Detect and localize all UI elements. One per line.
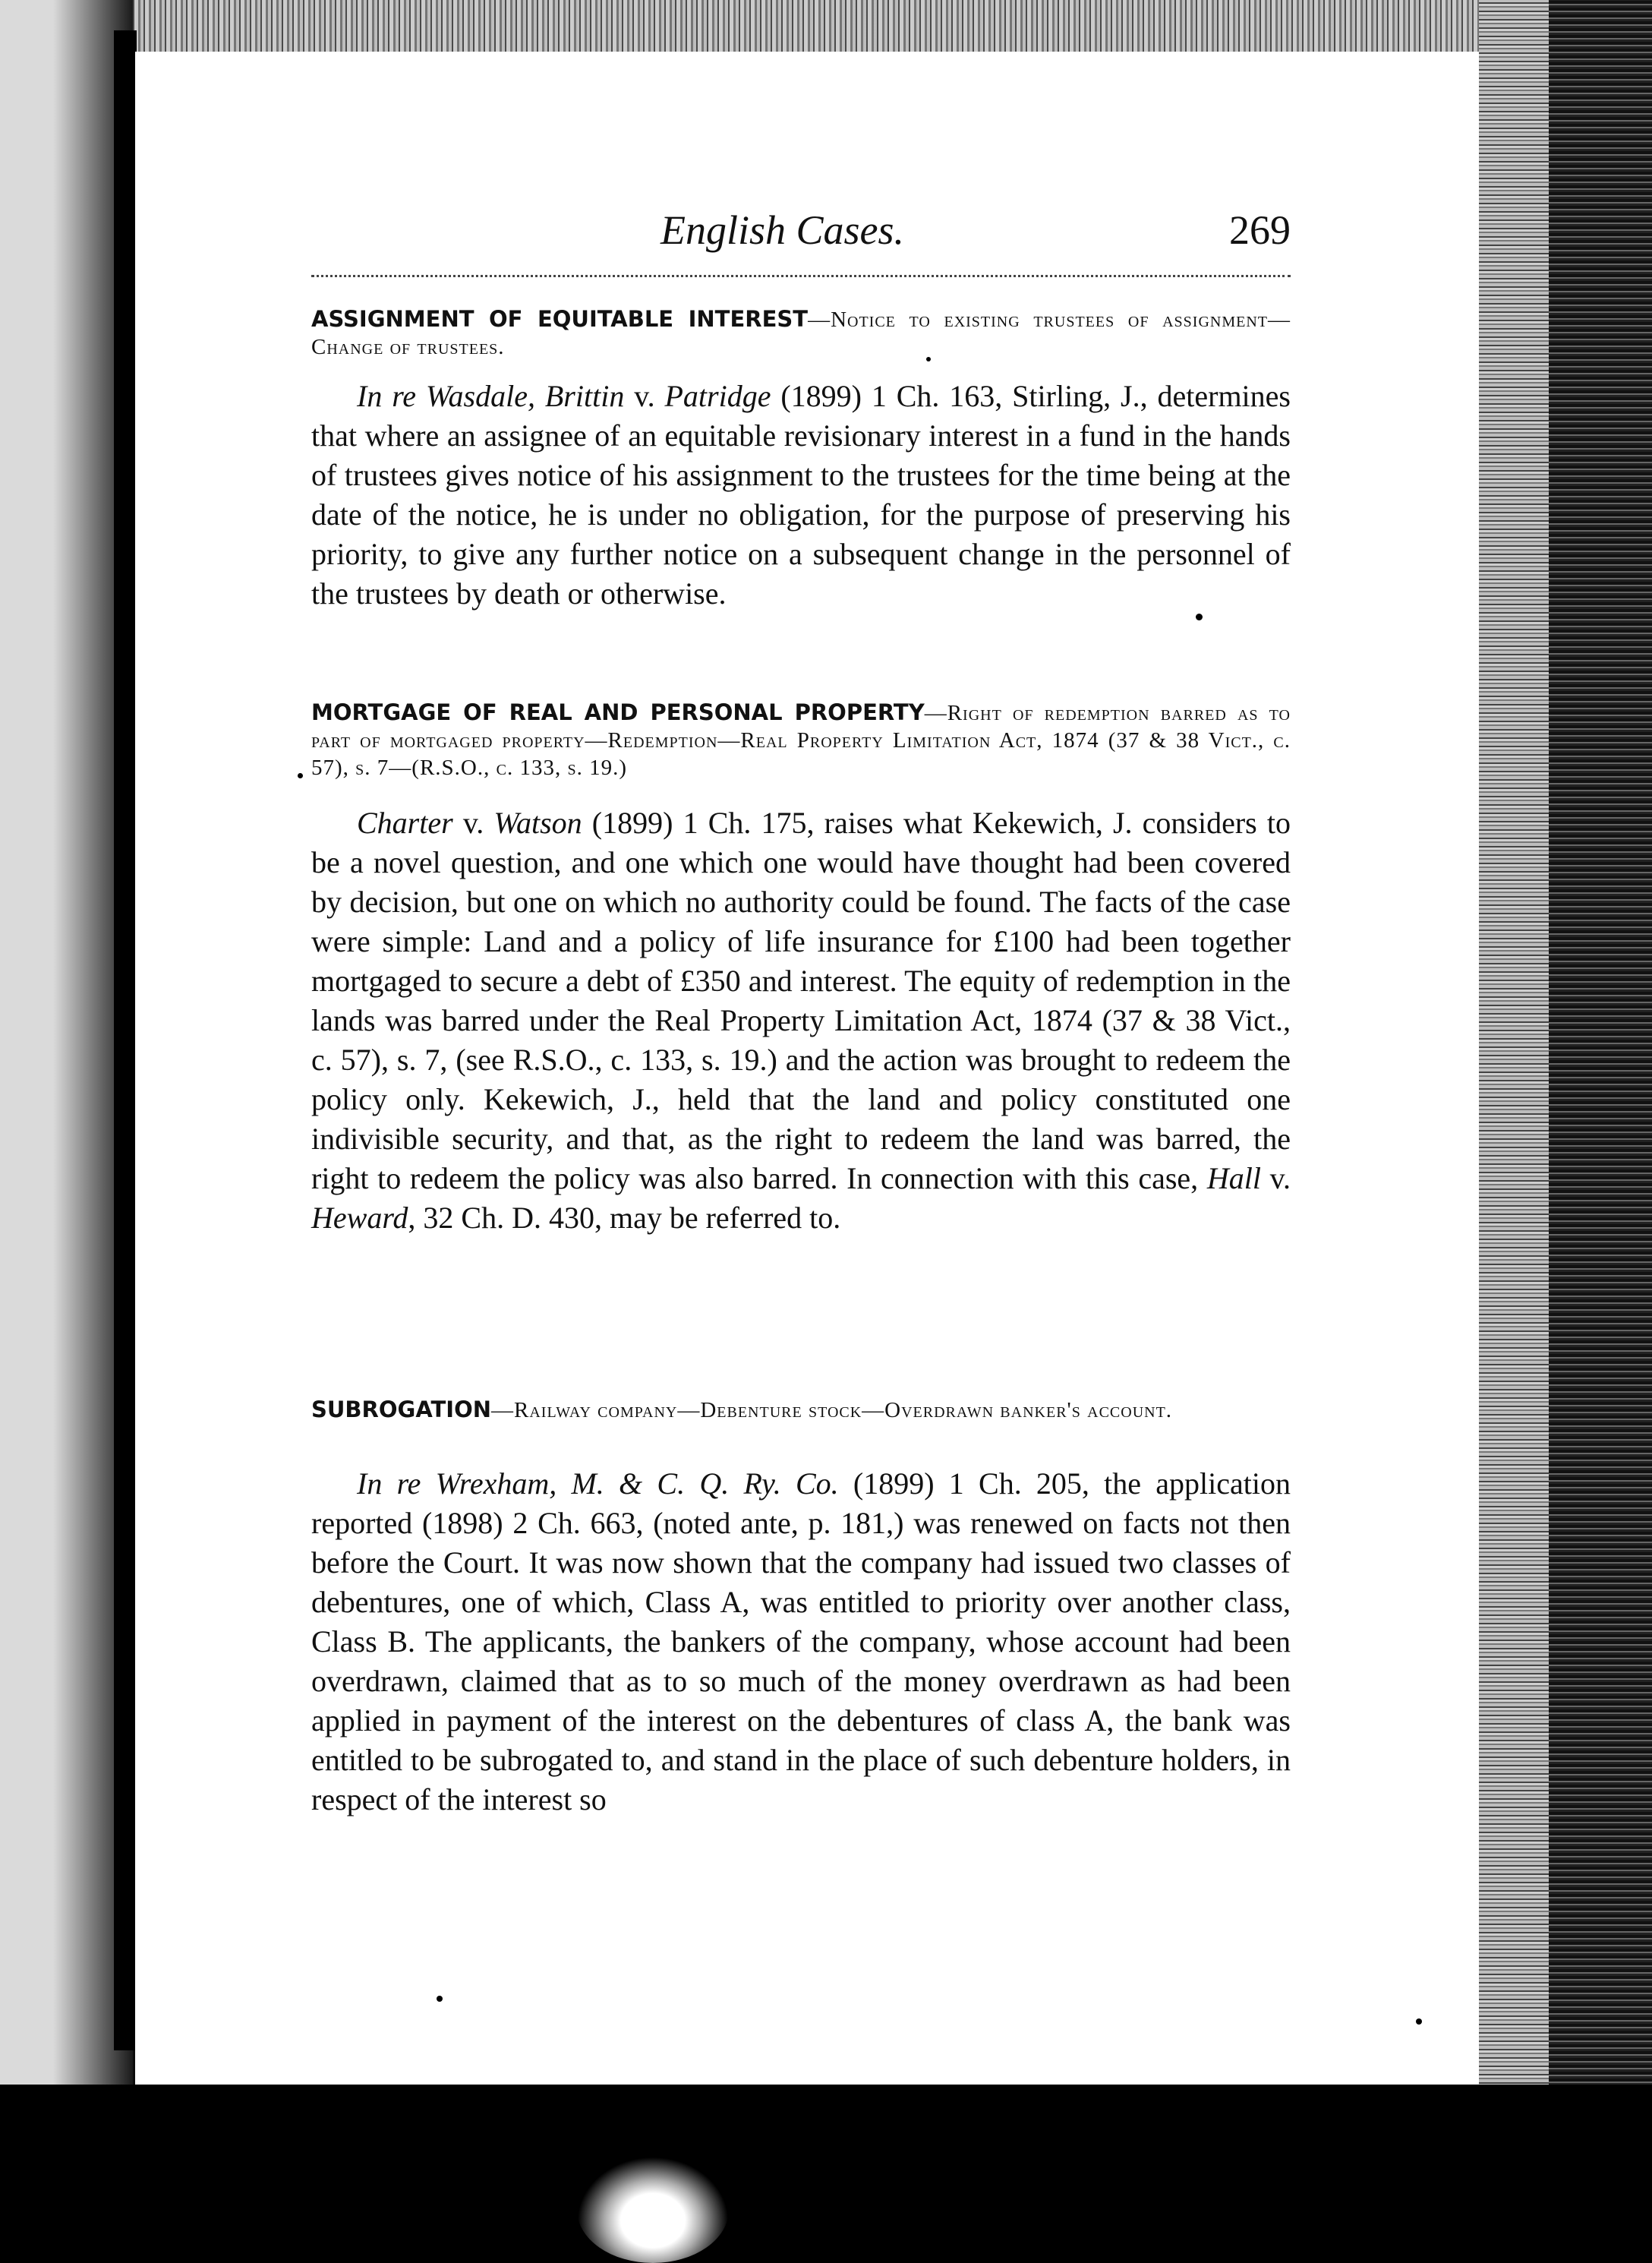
running-title: English Cases. bbox=[660, 207, 905, 253]
section-heading-subtitle: —Notice to existing trustees of assignment—Change of trustees. bbox=[311, 308, 1291, 359]
scan-bottom-border bbox=[0, 2085, 1652, 2263]
section-heading-title: ASSIGNMENT OF EQUITABLE INTEREST bbox=[311, 306, 809, 332]
case-text: (1899) 1 Ch. 175, raises what Kekewich, J. considers to be a novel question, and one which one would have thought had been covered by decision, but one on which no authority could be found. The facts of the case were simple: Land and a policy of life insurance for £100 had been together mortgaged to secure a debt of £350 and interest. The equity of redemption in the lands was barred under the Real Property Limitation Act, 1874 (37 & 38 Vict., c. 57), s. 7, (see R.S.O., c. 133, s. 19.) and the action was brought to redeem the policy only. Kekewich, J., held that the land and policy constituted one indivisible security, and that, as the right to redeem the land was barred, the right to redeem the policy was also barred. In connection with this case, bbox=[311, 806, 1291, 1195]
case-name: Charter bbox=[357, 806, 453, 840]
scan-speck bbox=[1416, 2018, 1422, 2025]
section-body-subrogation bbox=[311, 1464, 1291, 1820]
section-heading-assignment bbox=[311, 305, 1291, 361]
case-name: In re Wrexham, M. & C. Q. Ry. Co. bbox=[357, 1466, 839, 1501]
running-head bbox=[311, 207, 1291, 267]
cited-case-name: Hall bbox=[1206, 1161, 1261, 1195]
section-heading-subtitle: —Right of redemption barred as to part of mortgaged property—Redemption—Real Property Limitation Act, 1874 (37 & 38 Vict., c. 57), s. 7—(R.S.O., c. 133, s. 19.) bbox=[311, 701, 1291, 780]
cited-case-party: Heward bbox=[311, 1201, 408, 1235]
scan-speck bbox=[1196, 614, 1203, 620]
section-heading-title: MORTGAGE OF REAL AND PERSONAL PROPERTY bbox=[311, 699, 925, 725]
scan-speck bbox=[437, 1996, 443, 2002]
case-party: Patridge bbox=[664, 379, 771, 413]
section-heading-subtitle: —Railway company—Debenture stock—Overdrawn banker's account. bbox=[491, 1398, 1173, 1422]
scan-speck bbox=[298, 773, 303, 778]
case-name: In re Wasdale, Brittin bbox=[357, 379, 625, 413]
cited-versus: v. bbox=[1260, 1161, 1291, 1195]
case-text-end: , 32 Ch. D. 430, may be referred to. bbox=[408, 1201, 841, 1235]
case-versus: v. bbox=[452, 806, 494, 840]
scan-left-border bbox=[0, 0, 133, 2263]
scan-speck bbox=[926, 357, 931, 361]
scan-right-shadow bbox=[1549, 0, 1652, 2263]
section-body-mortgage bbox=[311, 803, 1291, 1238]
page-number: 269 bbox=[1229, 207, 1291, 253]
case-party: Watson bbox=[493, 806, 582, 840]
case-versus: v. bbox=[624, 379, 665, 413]
book-spine-shadow bbox=[114, 30, 137, 2050]
case-text: (1899) 1 Ch. 205, the application reported (1898) 2 Ch. 663, (noted ante, p. 181,) was renewed on facts not then before the Court. It was now shown that the company had issued two classes of debentures, one of which, Class A, was entitled to priority over another class, Class B. The applicants, the bankers of the company, whose account had been overdrawn, claimed that as to so much of the money overdrawn as had been applied in payment of the interest on the debentures of class A, the bank was entitled to be subrogated to, and stand in the place of such debenture holders, in respect of the interest so bbox=[311, 1466, 1291, 1816]
scan-blot bbox=[577, 2157, 729, 2263]
case-text: (1899) 1 Ch. 163, Stirling, J., determines that where an assignee of an equitable revisionary interest in a fund in the hands of trustees gives notice of his assignment to the trustees for the time being at the date of the notice, he is under no obligation, for the purpose of preserving his priority, to give any further notice on a subsequent change in the personnel of the trustees by death or otherwise. bbox=[311, 379, 1291, 611]
section-heading-title: SUBROGATION bbox=[311, 1397, 492, 1422]
section-body-assignment bbox=[311, 377, 1291, 614]
section-heading-subrogation bbox=[311, 1396, 1291, 1424]
header-rule bbox=[311, 275, 1291, 277]
section-heading-mortgage bbox=[311, 699, 1291, 781]
